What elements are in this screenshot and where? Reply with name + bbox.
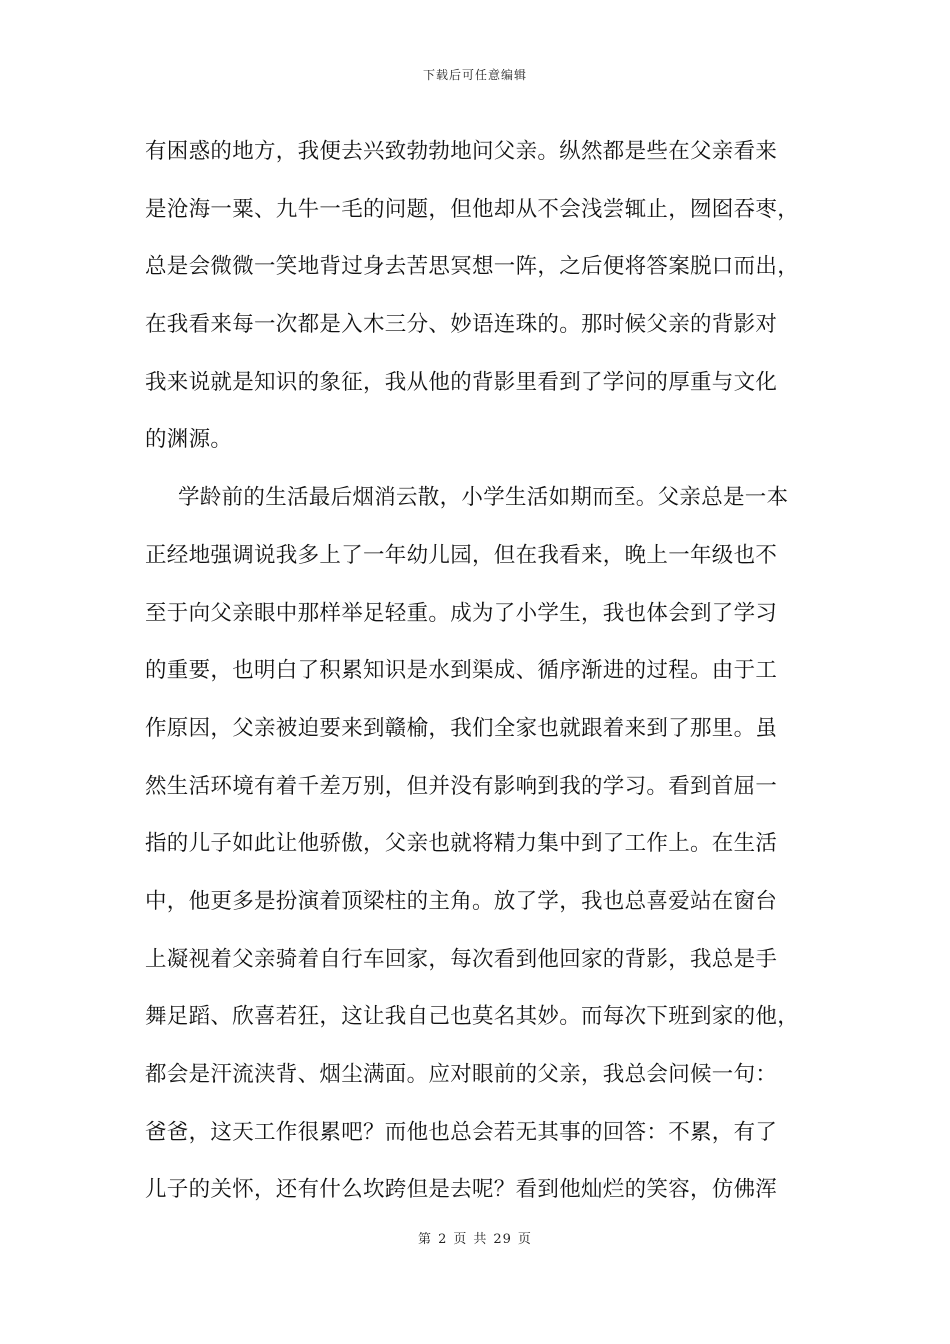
text-line: 都会是汗流浃背、烟尘满面。应对眼前的父亲，我总会问候一句： xyxy=(145,1062,778,1087)
text-line: 然生活环境有着千差万别，但并没有影响到我的学习。看到首屈一 xyxy=(145,773,778,799)
body-text xyxy=(145,130,823,1226)
footer-total-word: 共 xyxy=(473,1232,488,1247)
current-page-number: 2 xyxy=(438,1232,448,1247)
text-line: 我来说就是知识的象征，我从他的背影里看到了学问的厚重与文化 xyxy=(145,369,778,395)
text-line: 舞足蹈、欣喜若狂，这让我自己也莫名其妙。而每次下班到家的他， xyxy=(145,1004,800,1030)
text-line: 儿子的关怀，还有什么坎跨但是去呢？看到他灿烂的笑容，仿佛浑 xyxy=(145,1177,778,1203)
text-line: 在我看来每一次都是入木三分、妙语连珠的。那时候父亲的背影对 xyxy=(145,312,778,338)
footer-suffix: 页 xyxy=(517,1232,532,1247)
text-line: 指的儿子如此让他骄傲，父亲也就将精力集中到了工作上。在生活 xyxy=(145,831,778,857)
text-line: 的重要，也明白了积累知识是水到渠成、循序渐进的过程。由于工 xyxy=(145,658,778,684)
text-line: 正经地强调说我多上了一年幼儿园，但在我看来，晚上一年级也不 xyxy=(145,542,778,568)
page-footer xyxy=(0,1228,950,1247)
text-line: 总是会微微一笑地背过身去苦思冥想一阵，之后便将答案脱口而出， xyxy=(145,254,800,280)
text-line: 爸爸，这天工作很累吧？而他也总会若无其事的回答：不累，有了 xyxy=(145,1119,778,1145)
page-header: 下载后可任意编辑 xyxy=(422,68,527,82)
footer-prefix: 第 xyxy=(418,1232,433,1247)
footer-page-word: 页 xyxy=(453,1232,468,1247)
text-line: 的渊源。 xyxy=(145,427,233,453)
text-line: 作原因，父亲被迫要来到赣榆，我们全家也就跟着来到了那里。虽 xyxy=(145,715,778,741)
text-line: 有困惑的地方，我便去兴致勃勃地问父亲。纵然都是些在父亲看来 xyxy=(145,139,778,164)
paragraph-first-line: 学龄前的生活最后烟消云散，小学生活如期而至。父亲总是一本 xyxy=(178,485,789,511)
text-line: 是沧海一粟、九牛一毛的问题，但他却从不会浅尝辄止，囫囵吞枣， xyxy=(145,196,800,222)
text-line: 中，他更多是扮演着顶梁柱的主角。放了学，我也总喜爱站在窗台 xyxy=(145,888,778,914)
text-line: 上凝视着父亲骑着自行车回家，每次看到他回家的背影，我总是手 xyxy=(145,946,778,972)
text-line: 至于向父亲眼中那样举足轻重。成为了小学生，我也体会到了学习 xyxy=(145,600,778,626)
total-page-count: 29 xyxy=(493,1232,512,1247)
